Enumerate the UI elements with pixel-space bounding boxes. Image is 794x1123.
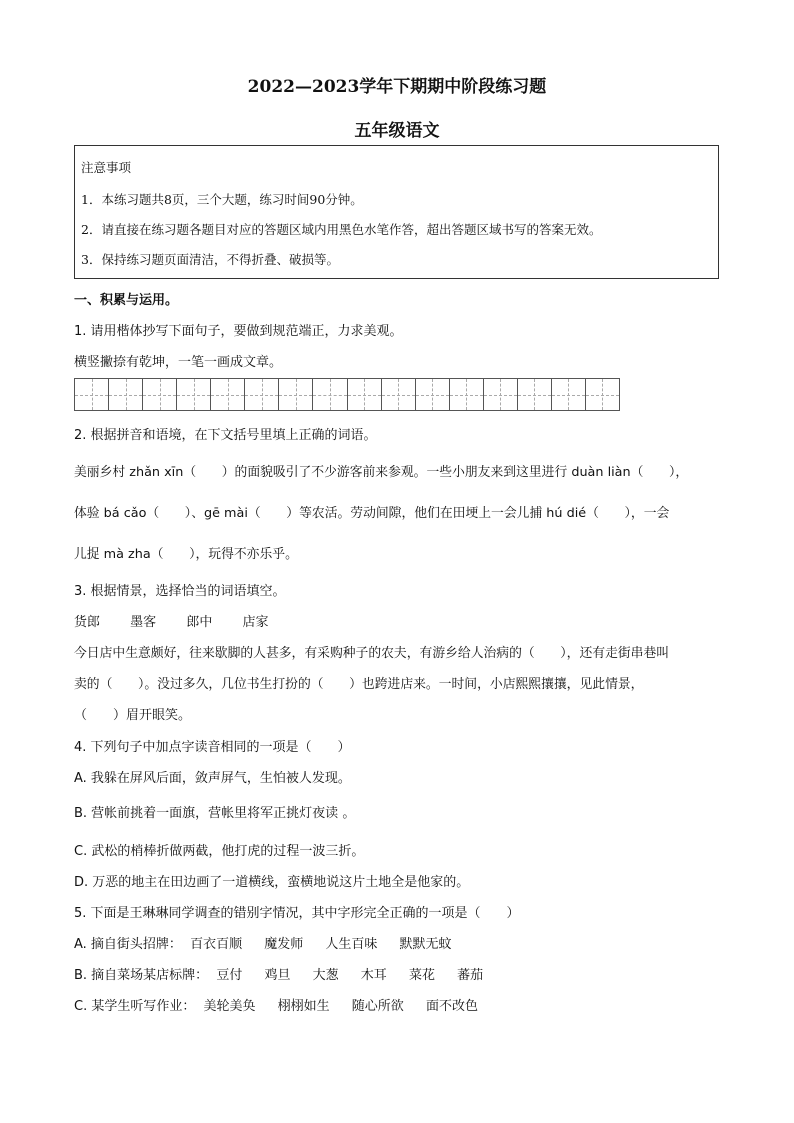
option-word: 默默无蚊 bbox=[399, 937, 452, 952]
q2-line-2: 体验 bá cǎo（ ）、gē mài（ ）等农活。劳动间隙，他们在田埂上一会儿捕 hú dié（ ），一会 bbox=[74, 506, 670, 521]
q1-prompt: 1. 请用楷体抄写下面句子，要做到规范端正，力求美观。 bbox=[74, 324, 403, 339]
q4-option-b: B. 营帐前挑着一面旗，营帐里将军正挑灯夜读 。 bbox=[74, 806, 356, 821]
notice-item-3: 3．保持练习题页面清洁，不得折叠、破损等。 bbox=[81, 252, 339, 267]
grid-cell[interactable] bbox=[75, 379, 109, 410]
q1-sentence: 横竖撇捺有乾坤，一笔一画成文章。 bbox=[74, 355, 283, 370]
q3-line-2: 卖的（ ）。没过多久，几位书生打扮的（ ）也跨进店来。一时间，小店熙熙攘攘，见此情景， bbox=[74, 677, 644, 692]
option-word: 随心所欲 bbox=[351, 999, 404, 1014]
grid-cell[interactable] bbox=[109, 379, 143, 410]
q3-line-1: 今日店中生意颇好，往来歇脚的人甚多，有采购种子的农夫，有游乡给人治病的（ ），还有走街串巷叫 bbox=[74, 646, 670, 661]
option-word: 鸡旦 bbox=[264, 968, 291, 983]
grid-cell[interactable] bbox=[177, 379, 211, 410]
q3-line-3: （ ）眉开眼笑。 bbox=[74, 708, 192, 723]
notice-heading: 注意事项 bbox=[81, 160, 132, 175]
option-label: A. 摘自街头招牌： bbox=[74, 937, 182, 952]
exam-subtitle: 五年级语文 bbox=[354, 121, 440, 141]
option-word: 美轮美奂 bbox=[203, 999, 256, 1014]
q4-option-c: C. 武松的梢棒折做两截，他打虎的过程一波三折。 bbox=[74, 844, 365, 859]
option-word: 菜花 bbox=[408, 968, 435, 983]
grid-cell[interactable] bbox=[552, 379, 586, 410]
option-word: 人生百味 bbox=[325, 937, 378, 952]
word-option: 墨客 bbox=[130, 615, 157, 630]
option-word: 百衣百顺 bbox=[190, 937, 243, 952]
q2-prompt: 2. 根据拼音和语境，在下文括号里填上正确的词语。 bbox=[74, 428, 377, 443]
q5-option-c bbox=[74, 995, 496, 1014]
q5-option-a bbox=[74, 933, 470, 952]
option-word: 大葱 bbox=[312, 968, 339, 983]
grid-cell[interactable] bbox=[416, 379, 450, 410]
option-word: 面不改色 bbox=[425, 999, 478, 1014]
notice-box bbox=[74, 145, 719, 279]
q4-option-a: A. 我躲在屏风后面，敛声屏气，生怕被人发现。 bbox=[74, 771, 351, 786]
word-option: 店家 bbox=[242, 615, 269, 630]
word-option: 郎中 bbox=[186, 615, 213, 630]
option-word: 栩栩如生 bbox=[277, 999, 330, 1014]
q3-prompt: 3. 根据情景，选择恰当的词语填空。 bbox=[74, 584, 286, 599]
grid-cell[interactable] bbox=[586, 379, 619, 410]
q2-line-3: 儿捉 mà zha（ ），玩得不亦乐乎。 bbox=[74, 547, 298, 562]
option-word: 木耳 bbox=[360, 968, 387, 983]
exam-title: 2022—2023学年下期期中阶段练习题 bbox=[247, 77, 547, 97]
q3-word-bank bbox=[74, 611, 294, 630]
q5-prompt: 5. 下面是王琳琳同学调查的错别字情况，其中字形完全正确的一项是（ ） bbox=[74, 906, 520, 921]
option-word: 豆付 bbox=[216, 968, 243, 983]
grid-cell[interactable] bbox=[143, 379, 177, 410]
writing-grid[interactable] bbox=[74, 378, 620, 411]
word-option: 货郎 bbox=[74, 615, 101, 630]
q5-option-b bbox=[74, 964, 501, 983]
grid-cell[interactable] bbox=[313, 379, 347, 410]
q4-prompt: 4. 下列句子中加点字读音相同的一项是（ ） bbox=[74, 740, 351, 755]
grid-cell[interactable] bbox=[279, 379, 313, 410]
grid-cell[interactable] bbox=[211, 379, 245, 410]
grid-cell[interactable] bbox=[382, 379, 416, 410]
option-word: 蕃茄 bbox=[457, 968, 484, 983]
grid-cell[interactable] bbox=[348, 379, 382, 410]
notice-item-1: 1．本练习题共8页，三个大题，练习时间90分钟。 bbox=[81, 192, 363, 207]
option-word: 魔发师 bbox=[264, 937, 304, 952]
grid-cell[interactable] bbox=[484, 379, 518, 410]
grid-cell[interactable] bbox=[450, 379, 484, 410]
grid-cell[interactable] bbox=[518, 379, 552, 410]
q2-line-1: 美丽乡村 zhǎn xīn（ ）的面貌吸引了不少游客前来参观。一些小朋友来到这里进行 duàn liàn（ ）， bbox=[74, 465, 689, 480]
option-label: B. 摘自菜场某店标牌： bbox=[74, 968, 209, 983]
option-label: C. 某学生听写作业： bbox=[74, 999, 196, 1014]
section-heading: 一、积累与运用。 bbox=[74, 293, 179, 308]
q4-option-d: D. 万恶的地主在田边画了一道横线，蛮横地说这片土地全是他家的。 bbox=[74, 875, 470, 890]
notice-item-2: 2．请直接在练习题各题目对应的答题区域内用黑色水笔作答，超出答题区域书写的答案无效。 bbox=[81, 222, 602, 237]
grid-cell[interactable] bbox=[245, 379, 279, 410]
